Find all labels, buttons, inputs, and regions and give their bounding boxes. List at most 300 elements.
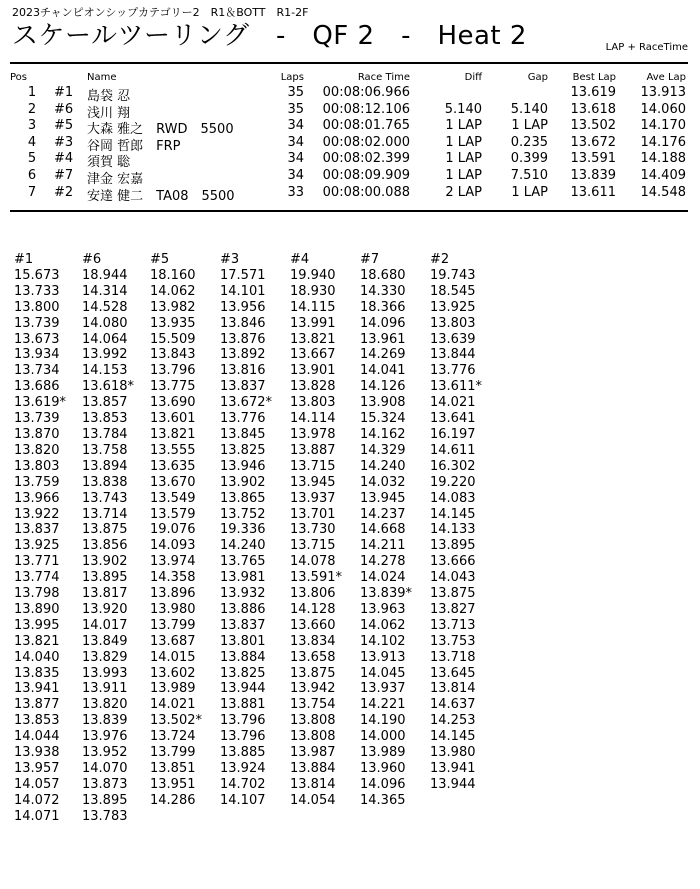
lap-time-cell: 13.758: [82, 442, 128, 458]
result-car-number: #6: [54, 101, 74, 117]
result-laps: 34: [287, 134, 304, 150]
lap-time-cell: 13.846: [220, 315, 266, 331]
lap-time-cell: 13.908: [360, 395, 406, 411]
result-best-lap: 13.839: [570, 167, 616, 183]
lap-time-cell: 13.555: [150, 442, 196, 458]
lap-time-cell: 16.302: [430, 458, 476, 474]
lap-time-cell: 13.944: [430, 776, 476, 792]
lap-time-cell: 13.925: [430, 299, 476, 315]
lap-time-cell: 13.718: [430, 649, 476, 665]
result-race-time: 00:08:02.000: [322, 134, 410, 150]
lap-time-cell: 13.814: [430, 681, 476, 697]
lap-time-cell: 14.114: [290, 411, 336, 427]
lap-time-cell: 13.835: [14, 665, 60, 681]
lap-time-cell: 14.024: [360, 570, 406, 586]
lap-time-cell: 14.101: [220, 283, 266, 299]
header-best-lap: Best Lap: [572, 72, 616, 83]
lap-time-cell: 13.856: [82, 538, 128, 554]
lap-time-cell: 13.876: [220, 331, 266, 347]
lap-time-cell: 13.853: [82, 411, 128, 427]
lap-time-cell: 13.820: [14, 442, 60, 458]
result-pos: 2: [27, 101, 37, 117]
lap-time-cell: 14.064: [82, 331, 128, 347]
lap-time-cell: 13.687: [150, 633, 196, 649]
lap-time-cell: 14.128: [290, 601, 336, 617]
result-best-lap: 13.672: [570, 134, 616, 150]
table-row: [0, 168, 700, 185]
lap-time-cell: 18.366: [360, 299, 406, 315]
lap-time-cell: 13.821: [14, 633, 60, 649]
lap-time-cell: 13.913: [360, 649, 406, 665]
result-driver-name: 安達 健二 TA08 5500: [87, 188, 235, 204]
lap-time-cell: 13.956: [220, 299, 266, 315]
lap-time-cell: 13.743: [82, 490, 128, 506]
lap-time-cell: 13.844: [430, 347, 476, 363]
lap-time-cell: 13.942: [290, 681, 336, 697]
result-driver-name: 津金 宏嘉: [87, 171, 144, 187]
lap-time-cell: 13.796: [220, 729, 266, 745]
lap-time-cell: 13.952: [82, 745, 128, 761]
lap-time-cell: 14.115: [290, 299, 336, 315]
lap-time-cell: 14.032: [360, 474, 406, 490]
lap-column-header: #4: [290, 252, 310, 267]
lap-time-cell: 13.821: [150, 426, 196, 442]
lap-time-cell: 13.686: [14, 379, 60, 395]
lap-column: [150, 252, 220, 809]
lap-time-cell: 13.673: [14, 331, 60, 347]
lap-time-cell: 14.043: [430, 570, 476, 586]
result-pos: 3: [27, 118, 37, 134]
results-body: [0, 85, 700, 204]
lap-time-cell: 14.637: [430, 697, 476, 713]
result-ave-lap: 13.913: [640, 85, 686, 100]
result-ave-lap: 14.176: [640, 134, 686, 150]
lap-time-cell: 13.839*: [360, 586, 412, 602]
lap-time-cell: 13.963: [360, 601, 406, 617]
result-race-time: 00:08:12.106: [322, 101, 410, 117]
lap-time-cell: 14.269: [360, 347, 406, 363]
lap-time-cell: 13.771: [14, 554, 60, 570]
result-diff: 2 LAP: [445, 184, 482, 200]
lap-time-cell: 13.639: [430, 331, 476, 347]
lap-time-cell: 13.825: [220, 665, 266, 681]
lap-time-cell: 13.892: [220, 347, 266, 363]
lap-time-cell: 13.800: [14, 299, 60, 315]
result-laps: 35: [287, 101, 304, 117]
lap-time-cell: 13.865: [220, 490, 266, 506]
lap-time-cell: 14.083: [430, 490, 476, 506]
lap-time-cell: 16.197: [430, 426, 476, 442]
result-driver-name: 浅川 翔: [87, 105, 131, 121]
result-ave-lap: 14.188: [640, 151, 686, 167]
lap-time-cell: 14.611: [430, 442, 476, 458]
lap-time-cell: 19.940: [290, 267, 336, 283]
lap-time-cell: 13.937: [290, 490, 336, 506]
lap-time-cell: 18.545: [430, 283, 476, 299]
lap-time-cell: 13.618*: [82, 379, 134, 395]
lap-time-cell: 13.911: [82, 681, 128, 697]
result-gap: 1 LAP: [511, 184, 548, 200]
result-laps: 34: [287, 167, 304, 183]
lap-time-cell: 13.875: [82, 522, 128, 538]
lap-time-cell: 13.601: [150, 411, 196, 427]
lap-time-cell: 13.887: [290, 442, 336, 458]
lap-time-cell: 13.839: [82, 713, 128, 729]
lap-time-cell: 13.759: [14, 474, 60, 490]
lap-time-cell: 14.253: [430, 713, 476, 729]
lap-time-cell: 13.941: [14, 681, 60, 697]
lap-time-cell: 13.829: [82, 649, 128, 665]
lap-time-cell: 14.145: [430, 729, 476, 745]
result-laps: 33: [287, 184, 304, 200]
lap-time-cell: 15.509: [150, 331, 196, 347]
lap-time-cell: 13.591*: [290, 570, 342, 586]
lap-time-cell: 13.776: [220, 411, 266, 427]
lap-column-header: #3: [220, 252, 240, 267]
lap-time-cell: 13.611*: [430, 379, 482, 395]
lap-time-cell: 13.895: [82, 792, 128, 808]
result-laps: 35: [287, 85, 304, 100]
result-best-lap: 13.591: [570, 151, 616, 167]
result-gap: 0.399: [510, 151, 548, 167]
lap-time-cell: 14.072: [14, 792, 60, 808]
lap-time-cell: 13.875: [290, 665, 336, 681]
lap-column-header: #7: [360, 252, 380, 267]
result-car-number: #4: [54, 151, 74, 167]
lap-time-cell: 13.733: [14, 283, 60, 299]
lap-time-cell: 13.980: [150, 601, 196, 617]
lap-time-cell: 13.798: [14, 586, 60, 602]
table-row: [0, 102, 700, 119]
lap-time-cell: 19.076: [150, 522, 196, 538]
lap-time-cell: 13.886: [220, 601, 266, 617]
result-pos: 7: [27, 184, 37, 200]
lap-time-cell: 14.221: [360, 697, 406, 713]
lap-time-cell: 13.821: [290, 331, 336, 347]
lap-time-cell: 19.220: [430, 474, 476, 490]
lap-time-cell: 13.991: [290, 315, 336, 331]
header-name: Name: [87, 72, 117, 83]
lap-time-cell: 13.816: [220, 363, 266, 379]
header-laps: Laps: [280, 72, 304, 83]
lap-time-cell: 13.666: [430, 554, 476, 570]
result-best-lap: 13.502: [570, 118, 616, 134]
lap-time-cell: 13.765: [220, 554, 266, 570]
results-bottom-rule: [10, 210, 688, 212]
lap-time-cell: 19.336: [220, 522, 266, 538]
lap-time-cell: 18.680: [360, 267, 406, 283]
lap-time-cell: 13.932: [220, 586, 266, 602]
lap-time-cell: 13.951: [150, 776, 196, 792]
lap-time-cell: 13.920: [82, 601, 128, 617]
lap-time-cell: 13.783: [82, 808, 128, 824]
lap-column-header: #1: [14, 252, 34, 267]
lap-time-cell: 13.894: [82, 458, 128, 474]
result-gap: 5.140: [510, 101, 548, 117]
result-laps: 34: [287, 151, 304, 167]
lap-time-cell: 14.040: [14, 649, 60, 665]
table-row: [0, 118, 700, 138]
result-driver-name: 谷岡 哲郎 FRP: [87, 138, 181, 154]
lap-time-cell: 13.739: [14, 315, 60, 331]
lap-time-cell: 14.000: [360, 729, 406, 745]
lap-time-cell: 14.240: [220, 538, 266, 554]
results-top-rule: [10, 62, 688, 64]
lap-time-cell: 14.062: [360, 617, 406, 633]
result-race-time: 00:08:00.088: [322, 184, 410, 200]
result-pos: 5: [27, 151, 37, 167]
lap-time-cell: 14.078: [290, 554, 336, 570]
lap-time-cell: 13.877: [14, 697, 60, 713]
result-driver-name: 須賀 聡: [87, 155, 131, 171]
lap-time-cell: 14.057: [14, 776, 60, 792]
lap-time-cell: 13.754: [290, 697, 336, 713]
result-diff: 1 LAP: [445, 167, 482, 183]
lap-time-cell: 13.808: [290, 713, 336, 729]
lap-time-cell: 14.702: [220, 776, 266, 792]
lap-time-cell: 13.837: [220, 379, 266, 395]
result-ave-lap: 14.170: [640, 118, 686, 134]
result-car-number: #7: [54, 167, 74, 183]
result-diff: 1 LAP: [445, 118, 482, 134]
lap-time-cell: 13.885: [220, 745, 266, 761]
lap-time-cell: 13.845: [220, 426, 266, 442]
lap-time-cell: 13.774: [14, 570, 60, 586]
heat-title: スケールツーリング - QF 2 - Heat 2: [12, 21, 527, 51]
lap-time-cell: 13.579: [150, 506, 196, 522]
result-gap: 1 LAP: [511, 118, 548, 134]
lap-time-cell: 14.080: [82, 315, 128, 331]
lap-time-cell: 13.734: [14, 363, 60, 379]
lap-time-cell: 13.801: [220, 633, 266, 649]
lap-time-cell: 14.041: [360, 363, 406, 379]
lap-time-cell: 13.667: [290, 347, 336, 363]
result-pos: 1: [27, 85, 37, 100]
lap-time-cell: 14.021: [150, 697, 196, 713]
lap-time-cell: 13.715: [290, 538, 336, 554]
lap-column: [82, 252, 152, 825]
lap-time-cell: 13.960: [360, 761, 406, 776]
lap-time-cell: 13.672*: [220, 395, 272, 411]
lap-time-cell: 13.715: [290, 458, 336, 474]
result-best-lap: 13.618: [570, 101, 616, 117]
lap-time-cell: 13.873: [82, 776, 128, 792]
lap-time-cell: 17.571: [220, 267, 266, 283]
lap-time-cell: 13.803: [290, 395, 336, 411]
lap-time-cell: 14.153: [82, 363, 128, 379]
lap-time-cell: 13.796: [220, 713, 266, 729]
lap-time-cell: 13.925: [14, 538, 60, 554]
lap-time-cell: 14.145: [430, 506, 476, 522]
lap-column: [360, 252, 430, 809]
lap-time-cell: 13.944: [220, 681, 266, 697]
header-diff: Diff: [464, 72, 482, 83]
lap-time-cell: 14.062: [150, 283, 196, 299]
result-best-lap: 13.611: [570, 184, 616, 200]
lap-time-cell: 13.658: [290, 649, 336, 665]
lap-time-cell: 14.162: [360, 426, 406, 442]
lap-time-cell: 13.713: [430, 617, 476, 633]
lap-time-cell: 13.992: [82, 347, 128, 363]
result-driver-name: 大森 雅之 RWD 5500: [87, 122, 234, 138]
result-race-time: 00:08:02.399: [322, 151, 410, 167]
header-ave-lap: Ave Lap: [646, 72, 686, 83]
table-row: [0, 85, 700, 102]
result-best-lap: 13.619: [570, 85, 616, 100]
lap-time-cell: 13.753: [430, 633, 476, 649]
lap-time-cell: 13.752: [220, 506, 266, 522]
result-race-time: 00:08:06.966: [322, 85, 410, 100]
lap-time-cell: 13.851: [150, 761, 196, 776]
lap-time-cell: 13.981: [220, 570, 266, 586]
result-diff: 1 LAP: [445, 151, 482, 167]
lap-time-cell: 13.817: [82, 586, 128, 602]
lap-time-cell: 13.828: [290, 379, 336, 395]
lap-time-cell: 13.884: [290, 761, 336, 776]
lap-time-cell: 13.776: [430, 363, 476, 379]
lap-time-cell: 13.980: [430, 745, 476, 761]
table-row: [0, 151, 700, 171]
lap-time-cell: 13.924: [220, 761, 266, 776]
lap-time-cell: 13.784: [82, 426, 128, 442]
result-gap: 7.510: [510, 167, 548, 183]
lap-column: [430, 252, 500, 793]
lap-column: [290, 252, 360, 809]
lap-time-cell: 13.724: [150, 729, 196, 745]
table-row: [0, 135, 700, 152]
lap-time-cell: 14.240: [360, 458, 406, 474]
lap-time-cell: 15.673: [14, 267, 60, 283]
lap-column-header: #6: [82, 252, 102, 267]
lap-time-cell: 14.528: [82, 299, 128, 315]
lap-time-cell: 13.820: [82, 697, 128, 713]
lap-time-cell: 13.641: [430, 411, 476, 427]
result-diff: 1 LAP: [445, 134, 482, 150]
lap-time-cell: 13.857: [82, 395, 128, 411]
lap-time-cell: 13.837: [220, 617, 266, 633]
result-ave-lap: 14.060: [640, 101, 686, 117]
lap-time-cell: 14.093: [150, 538, 196, 554]
result-gap: 0.235: [510, 134, 548, 150]
lap-time-cell: 14.278: [360, 554, 406, 570]
lap-time-cell: 18.160: [150, 267, 196, 283]
lap-time-cell: 13.825: [220, 442, 266, 458]
header-race-time: Race Time: [357, 72, 410, 83]
lap-time-cell: 13.549: [150, 490, 196, 506]
lap-time-cell: 14.286: [150, 792, 196, 808]
header-gap: Gap: [527, 72, 548, 83]
result-pos: 4: [27, 134, 37, 150]
lap-time-cell: 13.902: [82, 554, 128, 570]
lap-time-cell: 13.799: [150, 617, 196, 633]
lap-time-cell: 13.935: [150, 315, 196, 331]
lap-time-cell: 14.102: [360, 633, 406, 649]
result-pos: 6: [27, 167, 37, 183]
lap-time-cell: 13.945: [360, 490, 406, 506]
lap-time-cell: 13.941: [430, 761, 476, 776]
lap-time-cell: 14.017: [82, 617, 128, 633]
lap-time-cell: 14.314: [82, 283, 128, 299]
lap-time-cell: 13.739: [14, 411, 60, 427]
lap-time-cell: 14.190: [360, 713, 406, 729]
lap-time-cell: 13.730: [290, 522, 336, 538]
lap-time-cell: 14.358: [150, 570, 196, 586]
lap-time-cell: 14.329: [360, 442, 406, 458]
result-ave-lap: 14.409: [640, 167, 686, 183]
lap-time-cell: 13.982: [150, 299, 196, 315]
lap-time-cell: 13.938: [14, 745, 60, 761]
lap-time-cell: 13.995: [14, 617, 60, 633]
lap-time-cell: 13.895: [82, 570, 128, 586]
lap-time-cell: 15.324: [360, 411, 406, 427]
lap-time-cell: 13.881: [220, 697, 266, 713]
lap-time-cell: 13.875: [430, 586, 476, 602]
lap-time-cell: 14.054: [290, 792, 336, 808]
lap-time-cell: 13.701: [290, 506, 336, 522]
lap-time-cell: 18.930: [290, 283, 336, 299]
lap-time-cell: 13.902: [220, 474, 266, 490]
lap-time-cell: 13.974: [150, 554, 196, 570]
lap-time-cell: 14.107: [220, 792, 266, 808]
lap-time-cell: 13.976: [82, 729, 128, 745]
lap-time-cell: 13.870: [14, 426, 60, 442]
lap-time-cell: 13.849: [82, 633, 128, 649]
lap-time-cell: 14.330: [360, 283, 406, 299]
result-ave-lap: 14.548: [640, 184, 686, 200]
lap-time-cell: 13.690: [150, 395, 196, 411]
lap-time-cell: 13.838: [82, 474, 128, 490]
lap-time-cell: 13.853: [14, 713, 60, 729]
result-race-time: 00:08:01.765: [322, 118, 410, 134]
lap-time-cell: 14.096: [360, 776, 406, 792]
lap-time-cell: 13.660: [290, 617, 336, 633]
lap-time-cell: 14.211: [360, 538, 406, 554]
lap-time-cell: 13.827: [430, 601, 476, 617]
lap-time-cell: 13.502*: [150, 713, 202, 729]
lap-column: [14, 252, 84, 825]
lap-time-cell: 14.021: [430, 395, 476, 411]
lap-time-cell: 13.922: [14, 506, 60, 522]
lap-time-cell: 13.775: [150, 379, 196, 395]
lap-time-cell: 13.619*: [14, 395, 66, 411]
lap-time-cell: 14.668: [360, 522, 406, 538]
lap-time-cell: 13.934: [14, 347, 60, 363]
lap-time-cell: 13.803: [14, 458, 60, 474]
result-car-number: #2: [54, 184, 74, 200]
lap-time-cell: 13.937: [360, 681, 406, 697]
lap-time-cell: 13.814: [290, 776, 336, 792]
lap-time-cell: 13.602: [150, 665, 196, 681]
result-car-number: #1: [54, 85, 74, 100]
lap-time-cell: 13.993: [82, 665, 128, 681]
lap-column: [220, 252, 290, 809]
lap-time-cell: 13.989: [360, 745, 406, 761]
result-laps: 34: [287, 118, 304, 134]
lap-time-cell: 13.978: [290, 426, 336, 442]
result-car-number: #3: [54, 134, 74, 150]
lap-time-cell: 14.044: [14, 729, 60, 745]
lap-time-cell: 13.945: [290, 474, 336, 490]
lap-time-cell: 14.070: [82, 761, 128, 776]
lap-time-cell: 14.096: [360, 315, 406, 331]
lap-time-cell: 13.901: [290, 363, 336, 379]
lap-time-cell: 14.126: [360, 379, 406, 395]
lap-time-cell: 13.843: [150, 347, 196, 363]
lap-time-cell: 13.966: [14, 490, 60, 506]
event-subtitle: 2023チャンピオンシップカテゴリー2 R1＆BOTT R1-2F: [12, 6, 309, 19]
results-header-row: [0, 72, 700, 85]
lap-time-cell: 13.714: [82, 506, 128, 522]
